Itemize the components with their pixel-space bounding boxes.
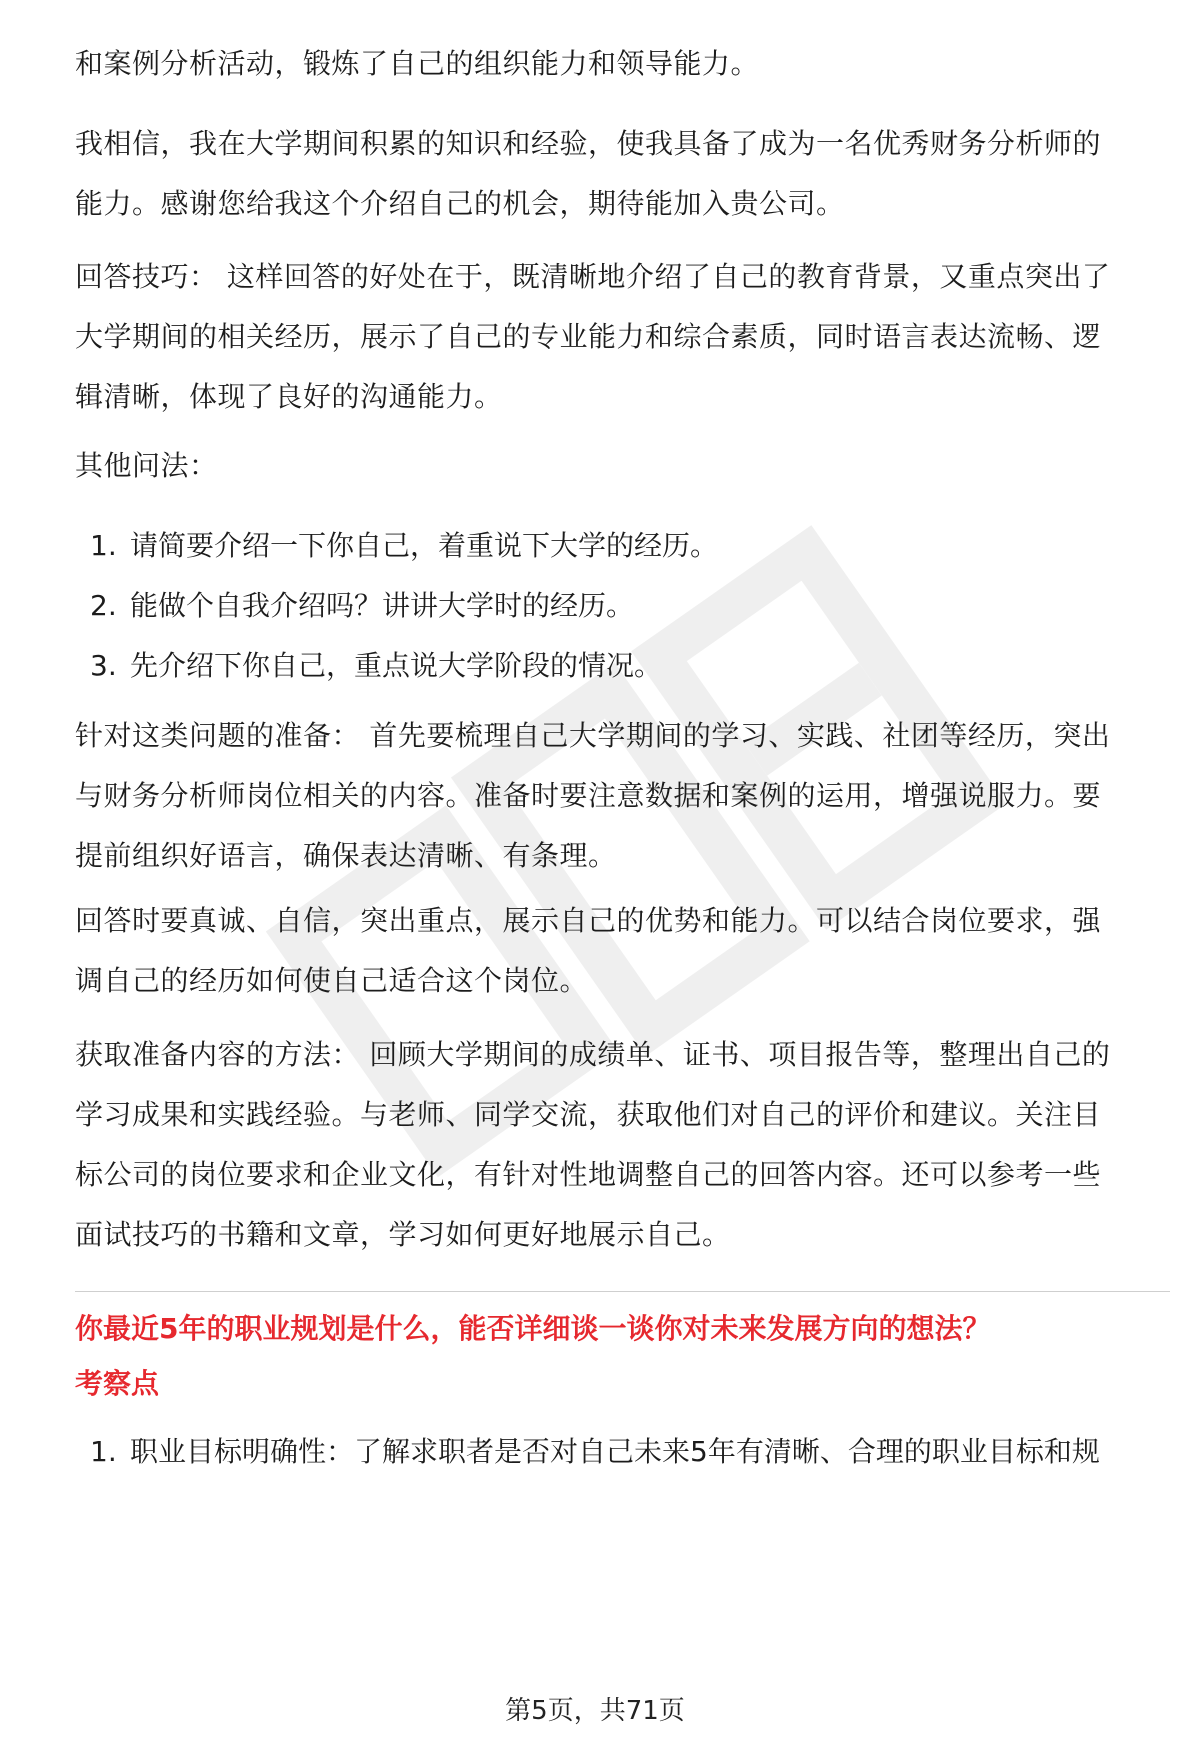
obtain-methods-line-1: 获取准备内容的方法： 回顾大学期间的成绩单、证书、项目报告等，整理出自己的 <box>75 1038 1111 1071</box>
list-item <box>75 1422 1170 1482</box>
paragraph-2-line-1: 我相信，我在大学期间积累的知识和经验，使我具备了成为一名优秀财务分析师的 <box>75 127 1102 160</box>
answer-tips-line-1: 回答技巧： 这样回答的好处在于，既清晰地介绍了自己的教育背景，又重点突出了 <box>75 260 1111 293</box>
answer-tips-line-3: 辑清晰，体现了良好的沟通能力。 <box>75 380 503 413</box>
paragraph-1: 和案例分析活动，锻炼了自己的组织能力和领导能力。 <box>75 47 760 80</box>
paragraph-2 <box>75 114 1101 234</box>
list-item-text: 先介绍下你自己，重点说大学阶段的情况。 <box>130 649 663 682</box>
page-footer: 第5页，共71页 <box>505 1696 685 1726</box>
answer-attitude-line-2: 调自己的经历如何使自己适合这个岗位。 <box>75 964 589 997</box>
obtain-methods-line-2: 学习成果和实践经验。与老师、同学交流，获取他们对自己的评价和建议。关注目 <box>75 1098 1102 1131</box>
list-item-number: 2. <box>90 589 117 622</box>
assessment-points-list <box>75 1422 1170 1482</box>
section-divider <box>75 1291 1170 1292</box>
preparation-line-2: 与财务分析师岗位相关的内容。准备时要注意数据和案例的运用，增强说服力。要 <box>75 779 1102 812</box>
paragraph-answer-tips <box>75 247 1110 427</box>
list-item-number: 3. <box>90 649 117 682</box>
other-questions-list <box>75 516 1170 696</box>
other-questions-heading: 其他问法： <box>75 449 218 482</box>
list-item-text: 请简要介绍一下你自己，着重说下大学的经历。 <box>130 529 719 562</box>
paragraph-preparation <box>75 706 1110 886</box>
preparation-line-1: 针对这类问题的准备： 首先要梳理自己大学期间的学习、实践、社团等经历，突出 <box>75 719 1111 752</box>
paragraph-answer-attitude <box>75 891 1101 1011</box>
list-item <box>75 576 1170 636</box>
list-item-number: 1. <box>90 1435 117 1468</box>
obtain-methods-line-3: 标公司的岗位要求和企业文化，有针对性地调整自己的回答内容。还可以参考一些 <box>75 1158 1102 1191</box>
list-item <box>75 636 1170 696</box>
paragraph-2-line-2: 能力。感谢您给我这个介绍自己的机会，期待能加入贵公司。 <box>75 187 845 220</box>
list-item-text: 职业目标明确性：了解求职者是否对自己未来5年有清晰、合理的职业目标和规 <box>130 1435 1100 1468</box>
list-item-text: 能做个自我介绍吗？讲讲大学时的经历。 <box>130 589 635 622</box>
paragraph-obtain-methods <box>75 1025 1110 1265</box>
obtain-methods-line-4: 面试技巧的书籍和文章，学习如何更好地展示自己。 <box>75 1218 731 1251</box>
list-item-number: 1. <box>90 529 117 562</box>
answer-attitude-line-1: 回答时要真诚、自信，突出重点，展示自己的优势和能力。可以结合岗位要求，强 <box>75 904 1102 937</box>
answer-tips-line-2: 大学期间的相关经历，展示了自己的专业能力和综合素质，同时语言表达流畅、逻 <box>75 320 1102 353</box>
list-item <box>75 516 1170 576</box>
question-heading: 考察点 <box>75 1367 160 1400</box>
preparation-line-3: 提前组织好语言，确保表达清晰、有条理。 <box>75 839 617 872</box>
question-title: 你最近5年的职业规划是什么，能否详细谈一谈你对未来发展方向的想法？ <box>75 1312 991 1345</box>
